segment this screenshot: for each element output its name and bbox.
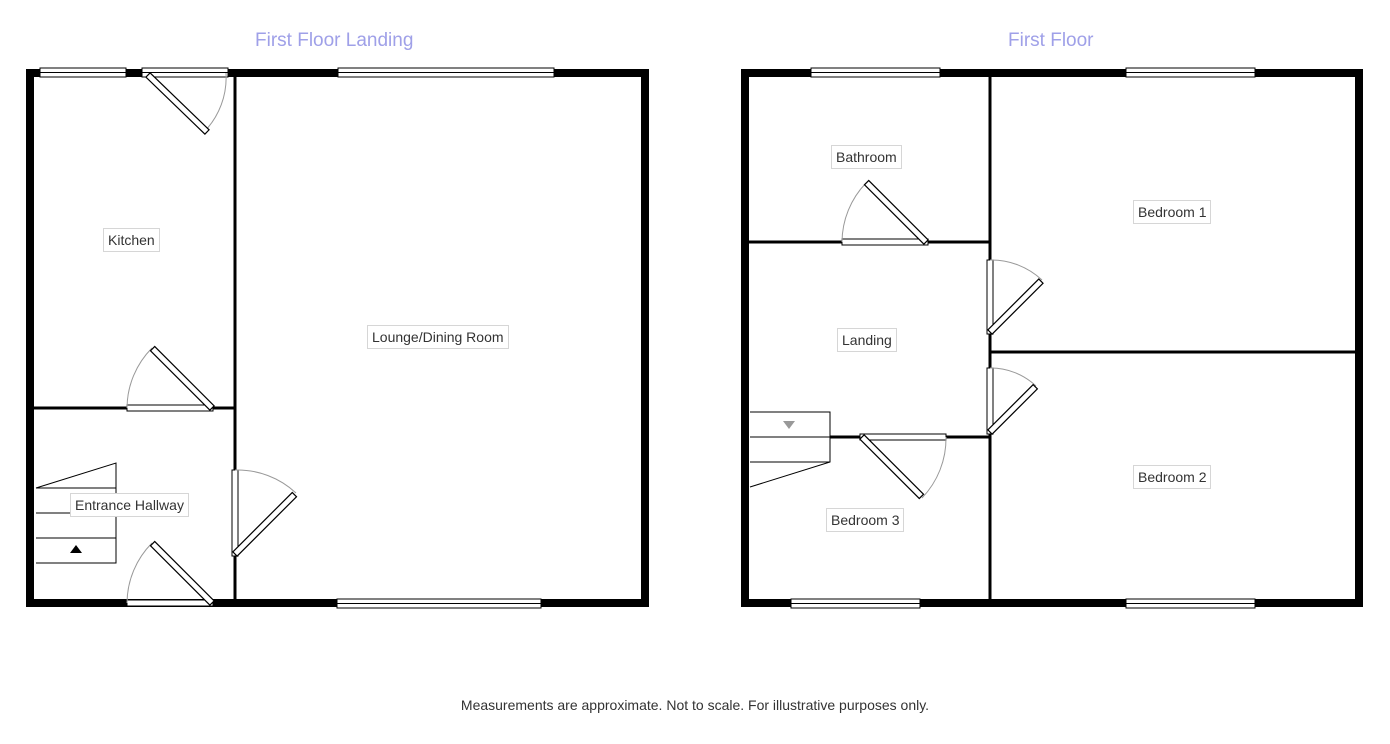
door-bedroom2 (987, 368, 1037, 434)
door-hallway-lounge (232, 470, 297, 556)
left-outer-walls (30, 73, 645, 603)
stairs-down-arrow-icon (783, 421, 795, 429)
window-bedroom3 (791, 599, 920, 608)
door-bathroom (842, 180, 928, 245)
room-label-landing: Landing (837, 328, 897, 352)
window-bedroom1 (1126, 68, 1255, 77)
room-label-bedroom2: Bedroom 2 (1133, 465, 1211, 489)
plan-title-right: First Floor (1008, 30, 1094, 51)
stairs-up-arrow-icon (70, 545, 82, 553)
window-bedroom2 (1126, 599, 1255, 608)
door-bedroom3 (860, 434, 946, 499)
room-label-bedroom3: Bedroom 3 (826, 508, 904, 532)
room-label-bedroom1: Bedroom 1 (1133, 200, 1211, 224)
window-lounge-bottom (337, 599, 541, 608)
room-label-entrance-hallway: Entrance Hallway (70, 493, 189, 517)
disclaimer-note: Measurements are approximate. Not to scale. For illustrative purposes only. (460, 697, 930, 713)
window-lounge-top (338, 68, 554, 77)
door-bedroom1 (987, 260, 1043, 334)
door-kitchen-back (146, 73, 226, 134)
room-label-lounge: Lounge/Dining Room (367, 325, 509, 349)
plan-title-left: First Floor Landing (255, 30, 414, 51)
window-kitchen-top-left (40, 68, 126, 77)
room-label-kitchen: Kitchen (103, 228, 160, 252)
room-label-bathroom: Bathroom (831, 145, 902, 169)
window-bathroom (811, 68, 940, 77)
window-kitchen-top-right (142, 68, 228, 77)
left-floor-plan (30, 68, 645, 608)
door-kitchen-hallway (127, 346, 214, 411)
door-front-entrance (127, 541, 214, 606)
